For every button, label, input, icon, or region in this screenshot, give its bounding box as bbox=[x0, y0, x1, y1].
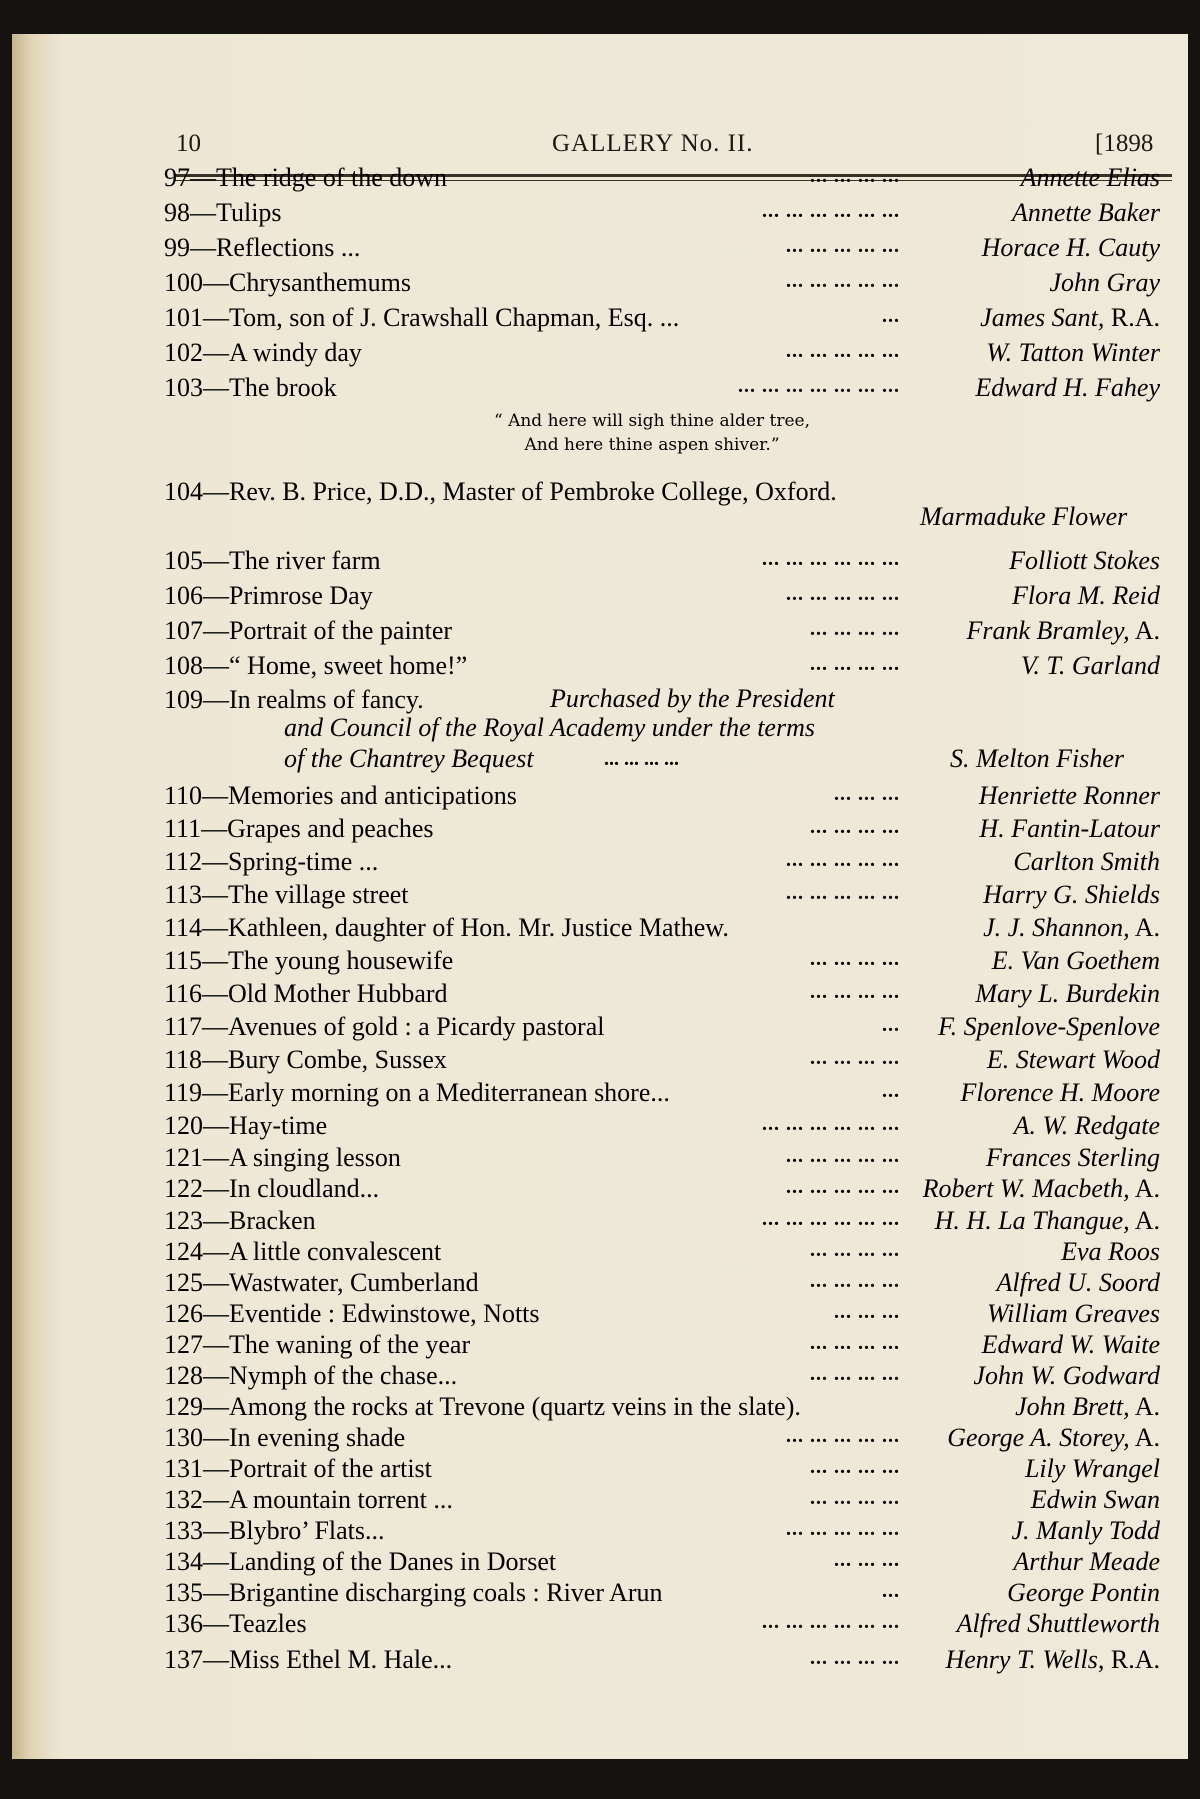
gallery-title: GALLERY No. II. bbox=[552, 130, 754, 157]
catalogue-entry bbox=[164, 1173, 1160, 1205]
artist-name: J. J. Shannon, bbox=[983, 913, 1130, 942]
catalogue-entry bbox=[164, 1142, 1160, 1174]
entry-leader-dots: ... ... ... ... bbox=[810, 653, 900, 675]
entry-leader-dots: ... ... ... ... bbox=[810, 1363, 900, 1385]
entry-title: 101—Tom, son of J. Crawshall Chapman, Esq. ... bbox=[164, 303, 680, 332]
catalogue-entry bbox=[164, 945, 1160, 977]
catalogue-entry bbox=[164, 1644, 1160, 1676]
entry-artist bbox=[1031, 1484, 1160, 1516]
catalogue-entry bbox=[164, 1011, 1160, 1043]
catalogue-entry bbox=[164, 912, 1160, 944]
artist-name: Lily Wrangel bbox=[1024, 1454, 1160, 1483]
entry-title: 130—In evening shade bbox=[164, 1423, 406, 1452]
entry-artist bbox=[982, 232, 1160, 264]
artist-name: Annette Elias bbox=[1020, 163, 1160, 192]
entry-leader-dots: ... ... ... ... bbox=[810, 1456, 900, 1478]
artist-name: V. T. Garland bbox=[1020, 651, 1160, 680]
entry-artist bbox=[1013, 1546, 1160, 1578]
entry-artist bbox=[945, 1644, 1160, 1676]
entry-artist bbox=[987, 1044, 1160, 1076]
entry-leader-dots: ... ... ... ... ... ... ... bbox=[738, 375, 900, 397]
artist-name: Folliott Stokes bbox=[1009, 546, 1160, 575]
entry-leader-dots: ... ... ... bbox=[834, 1301, 900, 1323]
catalogue-entry bbox=[164, 1298, 1160, 1330]
artist-name: Horace H. Cauty bbox=[981, 233, 1160, 262]
entry-title: 133—Blybro’ Flats... bbox=[164, 1516, 385, 1545]
entry-leader-dots: ... ... ... ... bbox=[810, 1270, 900, 1292]
entry-109-note-1: Purchased by the President bbox=[550, 684, 835, 713]
artist-name: A. W. Redgate bbox=[1013, 1111, 1160, 1140]
entry-artist bbox=[1050, 267, 1160, 299]
entry-leader-dots: ... bbox=[882, 1580, 900, 1602]
entry-artist bbox=[1025, 1453, 1160, 1485]
artist-name: E. Stewart Wood bbox=[986, 1045, 1160, 1074]
entry-leader-dots: ... ... ... ... ... bbox=[786, 1518, 900, 1540]
entry-title: 110—Memories and anticipations bbox=[164, 781, 517, 810]
entry-title: 126—Eventide : Edwinstowe, Notts bbox=[164, 1299, 540, 1328]
entry-leader-dots: ... ... ... ... bbox=[810, 1647, 900, 1669]
quote-line-1: “ And here will sigh thine alder tree, bbox=[493, 411, 811, 431]
entry-leader-dots: ... ... ... ... ... bbox=[786, 1425, 900, 1447]
entry-artist bbox=[935, 1205, 1160, 1237]
artist-name: John Brett, bbox=[1015, 1392, 1130, 1421]
entry-leader-dots: ... ... ... ... bbox=[810, 618, 900, 640]
entry-artist bbox=[1007, 1577, 1160, 1609]
entry-title: 122—In cloudland... bbox=[164, 1174, 380, 1203]
entry-title: 137—Miss Ethel M. Hale... bbox=[164, 1645, 453, 1674]
entry-leader-dots: ... ... ... ... bbox=[810, 981, 900, 1003]
entry-title: 131—Portrait of the artist bbox=[164, 1454, 432, 1483]
catalogue-entry bbox=[164, 372, 1160, 404]
entry-leader-dots: ... ... ... ... ... bbox=[786, 235, 900, 257]
entry-artist bbox=[986, 1142, 1160, 1174]
entry-title: 134—Landing of the Danes in Dorset bbox=[164, 1547, 557, 1576]
catalogue-entry bbox=[164, 813, 1160, 845]
entry-artist bbox=[980, 302, 1160, 334]
entry-leader-dots: ... ... ... ... bbox=[810, 1239, 900, 1261]
catalogue-entry bbox=[164, 615, 1160, 647]
entry-artist bbox=[1009, 545, 1160, 577]
entry-leader-dots: ... ... ... ... ... bbox=[786, 583, 900, 605]
entry-title: 114—Kathleen, daughter of Hon. Mr. Justice Mathew. bbox=[164, 913, 729, 942]
entry-title: 125—Wastwater, Cumberland bbox=[164, 1268, 479, 1297]
artist-name: William Greaves bbox=[986, 1299, 1160, 1328]
artist-name: Henry T. Wells, bbox=[945, 1645, 1105, 1674]
catalogue-entry bbox=[164, 1391, 1160, 1423]
artist-honour: A. bbox=[1129, 1206, 1160, 1235]
entry-leader-dots: ... ... ... ... ... bbox=[786, 1145, 900, 1167]
entry-title: 113—The village street bbox=[164, 880, 409, 909]
entry-artist bbox=[983, 879, 1160, 911]
artist-name: Florence H. Moore bbox=[960, 1078, 1160, 1107]
catalogue-entry bbox=[164, 650, 1160, 682]
entry-title: 98—Tulips bbox=[164, 198, 282, 227]
artist-name: Frances Sterling bbox=[985, 1143, 1160, 1172]
entry-title: 136—Teazles bbox=[164, 1609, 307, 1638]
artist-name: Flora M. Reid bbox=[1011, 581, 1160, 610]
entry-leader-dots: ... ... ... ... ... bbox=[786, 340, 900, 362]
artist-honour: A. bbox=[1129, 1174, 1160, 1203]
entry-title: 106—Primrose Day bbox=[164, 581, 373, 610]
catalogue-entry bbox=[164, 232, 1160, 264]
entry-artist bbox=[1011, 1515, 1160, 1547]
catalogue-entry bbox=[164, 1236, 1160, 1268]
entry-title: 118—Bury Combe, Sussex bbox=[164, 1045, 447, 1074]
entry-title: 127—The waning of the year bbox=[164, 1330, 471, 1359]
artist-name: George Pontin bbox=[1007, 1578, 1160, 1607]
entry-artist bbox=[1012, 580, 1160, 612]
entry-109-note-3: of the Chantrey Bequest bbox=[284, 744, 534, 773]
entry-artist bbox=[1021, 650, 1160, 682]
artist-name: J. Manly Todd bbox=[1011, 1516, 1160, 1545]
artist-name: Edward H. Fahey bbox=[975, 373, 1160, 402]
entry-artist bbox=[1012, 197, 1160, 229]
entry-leader-dots: ... ... ... ... ... ... bbox=[762, 1611, 900, 1633]
catalogue-entry bbox=[164, 1044, 1160, 1076]
entry-artist bbox=[987, 1298, 1160, 1330]
entry-title: 108—“ Home, sweet home!” bbox=[164, 651, 468, 680]
entry-title: 121—A singing lesson bbox=[164, 1143, 401, 1172]
entry-artist bbox=[947, 1422, 1160, 1454]
entry-artist bbox=[1021, 162, 1160, 194]
entry-title: 123—Bracken bbox=[164, 1206, 316, 1235]
catalogue-entry bbox=[164, 1329, 1160, 1361]
entry-title: 115—The young housewife bbox=[164, 946, 454, 975]
entry-leader-dots: ... ... ... ... ... ... bbox=[762, 200, 900, 222]
catalogue-entry bbox=[164, 879, 1160, 911]
entry-title: 119—Early morning on a Mediterranean shore... bbox=[164, 1078, 670, 1107]
entry-leader-dots: ... ... ... ... ... ... bbox=[762, 1113, 900, 1135]
entry-leader-dots: ... ... ... ... ... ... bbox=[762, 1208, 900, 1230]
catalogue-entry bbox=[164, 978, 1160, 1010]
entry-artist bbox=[1014, 1110, 1160, 1142]
catalogue-entry bbox=[164, 1267, 1160, 1299]
entry-artist bbox=[923, 1173, 1160, 1205]
artist-name: James Sant, bbox=[980, 303, 1105, 332]
catalogue-entry bbox=[164, 162, 1160, 194]
entry-leader-dots: ... bbox=[882, 1014, 900, 1036]
artist-name: Henriette Ronner bbox=[978, 781, 1160, 810]
catalogue-entry bbox=[164, 780, 1160, 812]
entry-artist bbox=[957, 1608, 1160, 1640]
entry-title: 129—Among the rocks at Trevone (quartz veins in the slate). bbox=[164, 1392, 801, 1421]
entry-title: 104—Rev. B. Price, D.D., Master of Pembroke College, Oxford. bbox=[164, 477, 837, 506]
entry-title: 105—The river farm bbox=[164, 546, 381, 575]
artist-name: Mary L. Burdekin bbox=[975, 979, 1160, 1008]
artist-name: Harry G. Shields bbox=[983, 880, 1160, 909]
entry-artist bbox=[1013, 846, 1160, 878]
artist-name: Eva Roos bbox=[1061, 1237, 1160, 1266]
entry-artist bbox=[1061, 1236, 1160, 1268]
entry-artist bbox=[975, 372, 1160, 404]
catalogue-entry bbox=[164, 302, 1160, 334]
entry-leader-dots: ... ... ... ... ... bbox=[786, 849, 900, 871]
artist-honour: R.A. bbox=[1104, 303, 1160, 332]
artist-honour: A. bbox=[1129, 913, 1160, 942]
entry-109-dots: ... ... ... ... bbox=[604, 748, 679, 770]
artist-name: Edward W. Waite bbox=[981, 1330, 1160, 1359]
page-number: 10 bbox=[176, 130, 201, 157]
artist-honour: A. bbox=[1129, 616, 1160, 645]
entry-104-artist: Marmaduke Flower bbox=[920, 502, 1128, 531]
entry-artist bbox=[982, 1329, 1160, 1361]
entry-title: 132—A mountain torrent ... bbox=[164, 1485, 453, 1514]
catalogue-entry bbox=[164, 197, 1160, 229]
entry-leader-dots: ... ... ... ... ... ... bbox=[762, 548, 900, 570]
artist-name: W. Tatton Winter bbox=[986, 338, 1160, 367]
entry-artist bbox=[966, 615, 1160, 647]
entry-artist bbox=[975, 978, 1160, 1010]
artist-name: Annette Baker bbox=[1012, 198, 1160, 227]
entry-title: 128—Nymph of the chase... bbox=[164, 1361, 458, 1390]
entry-leader-dots: ... ... ... bbox=[834, 783, 900, 805]
entry-artist bbox=[979, 813, 1160, 845]
catalogue-entry bbox=[164, 846, 1160, 878]
entry-leader-dots: ... ... ... ... bbox=[810, 1487, 900, 1509]
entry-artist bbox=[983, 912, 1160, 944]
entry-leader-dots: ... ... ... bbox=[834, 1549, 900, 1571]
catalogue-entry bbox=[164, 1110, 1160, 1142]
entry-artist bbox=[1015, 1391, 1160, 1423]
artist-name: Arthur Meade bbox=[1013, 1547, 1160, 1576]
entry-artist bbox=[960, 1077, 1160, 1109]
entry-artist bbox=[997, 1267, 1160, 1299]
artist-name: Carlton Smith bbox=[1013, 847, 1160, 876]
entry-109-artist: S. Melton Fisher bbox=[950, 744, 1125, 773]
catalogue-entry bbox=[164, 1515, 1160, 1547]
year-label: [1898 bbox=[1095, 130, 1154, 157]
catalogue-entry bbox=[164, 1205, 1160, 1237]
artist-name: H. H. La Thangue, bbox=[934, 1206, 1130, 1235]
catalogue-entry bbox=[164, 337, 1160, 369]
catalogue-entry bbox=[164, 545, 1160, 577]
entry-leader-dots: ... ... ... ... bbox=[810, 165, 900, 187]
entry-leader-dots: ... ... ... ... ... bbox=[786, 882, 900, 904]
catalogue-entry bbox=[164, 580, 1160, 612]
catalogue-entry bbox=[164, 1546, 1160, 1578]
catalogue-entry bbox=[164, 267, 1160, 299]
entry-title: 102—A windy day bbox=[164, 338, 362, 367]
catalogue-entry bbox=[164, 1077, 1160, 1109]
artist-name: George A. Storey, bbox=[947, 1423, 1130, 1452]
entry-109-note-2: and Council of the Royal Academy under the terms bbox=[284, 713, 815, 742]
catalogue-entry bbox=[164, 1577, 1160, 1609]
entry-title: 100—Chrysanthemums bbox=[164, 268, 411, 297]
catalogue-entry bbox=[164, 1422, 1160, 1454]
entry-title: 97—The ridge of the down bbox=[164, 163, 448, 192]
entry-title: 107—Portrait of the painter bbox=[164, 616, 453, 645]
entry-title: 116—Old Mother Hubbard bbox=[164, 979, 448, 1008]
artist-name: Alfred Shuttleworth bbox=[956, 1609, 1160, 1638]
artist-name: John W. Godward bbox=[973, 1361, 1160, 1390]
catalogue-entry bbox=[164, 1453, 1160, 1485]
artist-name: Robert W. Macbeth, bbox=[922, 1174, 1130, 1203]
entry-title: 135—Brigantine discharging coals : River Arun bbox=[164, 1578, 663, 1607]
entry-leader-dots: ... ... ... ... ... bbox=[786, 270, 900, 292]
entry-title: 111—Grapes and peaches bbox=[164, 814, 434, 843]
entry-leader-dots: ... ... ... ... bbox=[810, 948, 900, 970]
catalogue-entry bbox=[164, 1484, 1160, 1516]
artist-name: H. Fantin-Latour bbox=[979, 814, 1160, 843]
entry-artist bbox=[979, 780, 1160, 812]
entry-artist bbox=[938, 1011, 1160, 1043]
artist-honour: R.A. bbox=[1104, 1645, 1160, 1674]
entry-title: 117—Avenues of gold : a Picardy pastoral bbox=[164, 1012, 605, 1041]
entry-leader-dots: ... ... ... ... bbox=[810, 816, 900, 838]
entry-artist bbox=[992, 945, 1160, 977]
entry-leader-dots: ... bbox=[882, 305, 900, 327]
entry-title: 109—In realms of fancy. bbox=[164, 685, 424, 714]
entry-artist bbox=[973, 1360, 1160, 1392]
artist-name: Frank Bramley, bbox=[966, 616, 1130, 645]
entry-title: 99—Reflections ... bbox=[164, 233, 361, 262]
artist-name: E. Van Goethem bbox=[991, 946, 1160, 975]
entry-leader-dots: ... bbox=[882, 1080, 900, 1102]
entry-title: 120—Hay-time bbox=[164, 1111, 328, 1140]
quote-line-2: And here thine aspen shiver.” bbox=[524, 435, 780, 455]
entry-leader-dots: ... ... ... ... ... bbox=[786, 1176, 900, 1198]
entry-title: 124—A little convalescent bbox=[164, 1237, 442, 1266]
artist-name: F. Spenlove-Spenlove bbox=[938, 1012, 1160, 1041]
entry-artist bbox=[986, 337, 1160, 369]
catalogue-entry bbox=[164, 1360, 1160, 1392]
catalogue-entry bbox=[164, 1608, 1160, 1640]
artist-name: Edwin Swan bbox=[1030, 1485, 1160, 1514]
artist-honour: A. bbox=[1129, 1392, 1160, 1421]
entry-title: 103—The brook bbox=[164, 373, 337, 402]
artist-name: John Gray bbox=[1049, 268, 1160, 297]
artist-name: Alfred U. Soord bbox=[996, 1268, 1160, 1297]
entry-title: 112—Spring-time ... bbox=[164, 847, 379, 876]
entry-leader-dots: ... ... ... ... bbox=[810, 1332, 900, 1354]
entry-leader-dots: ... ... ... ... bbox=[810, 1047, 900, 1069]
artist-honour: A. bbox=[1129, 1423, 1160, 1452]
